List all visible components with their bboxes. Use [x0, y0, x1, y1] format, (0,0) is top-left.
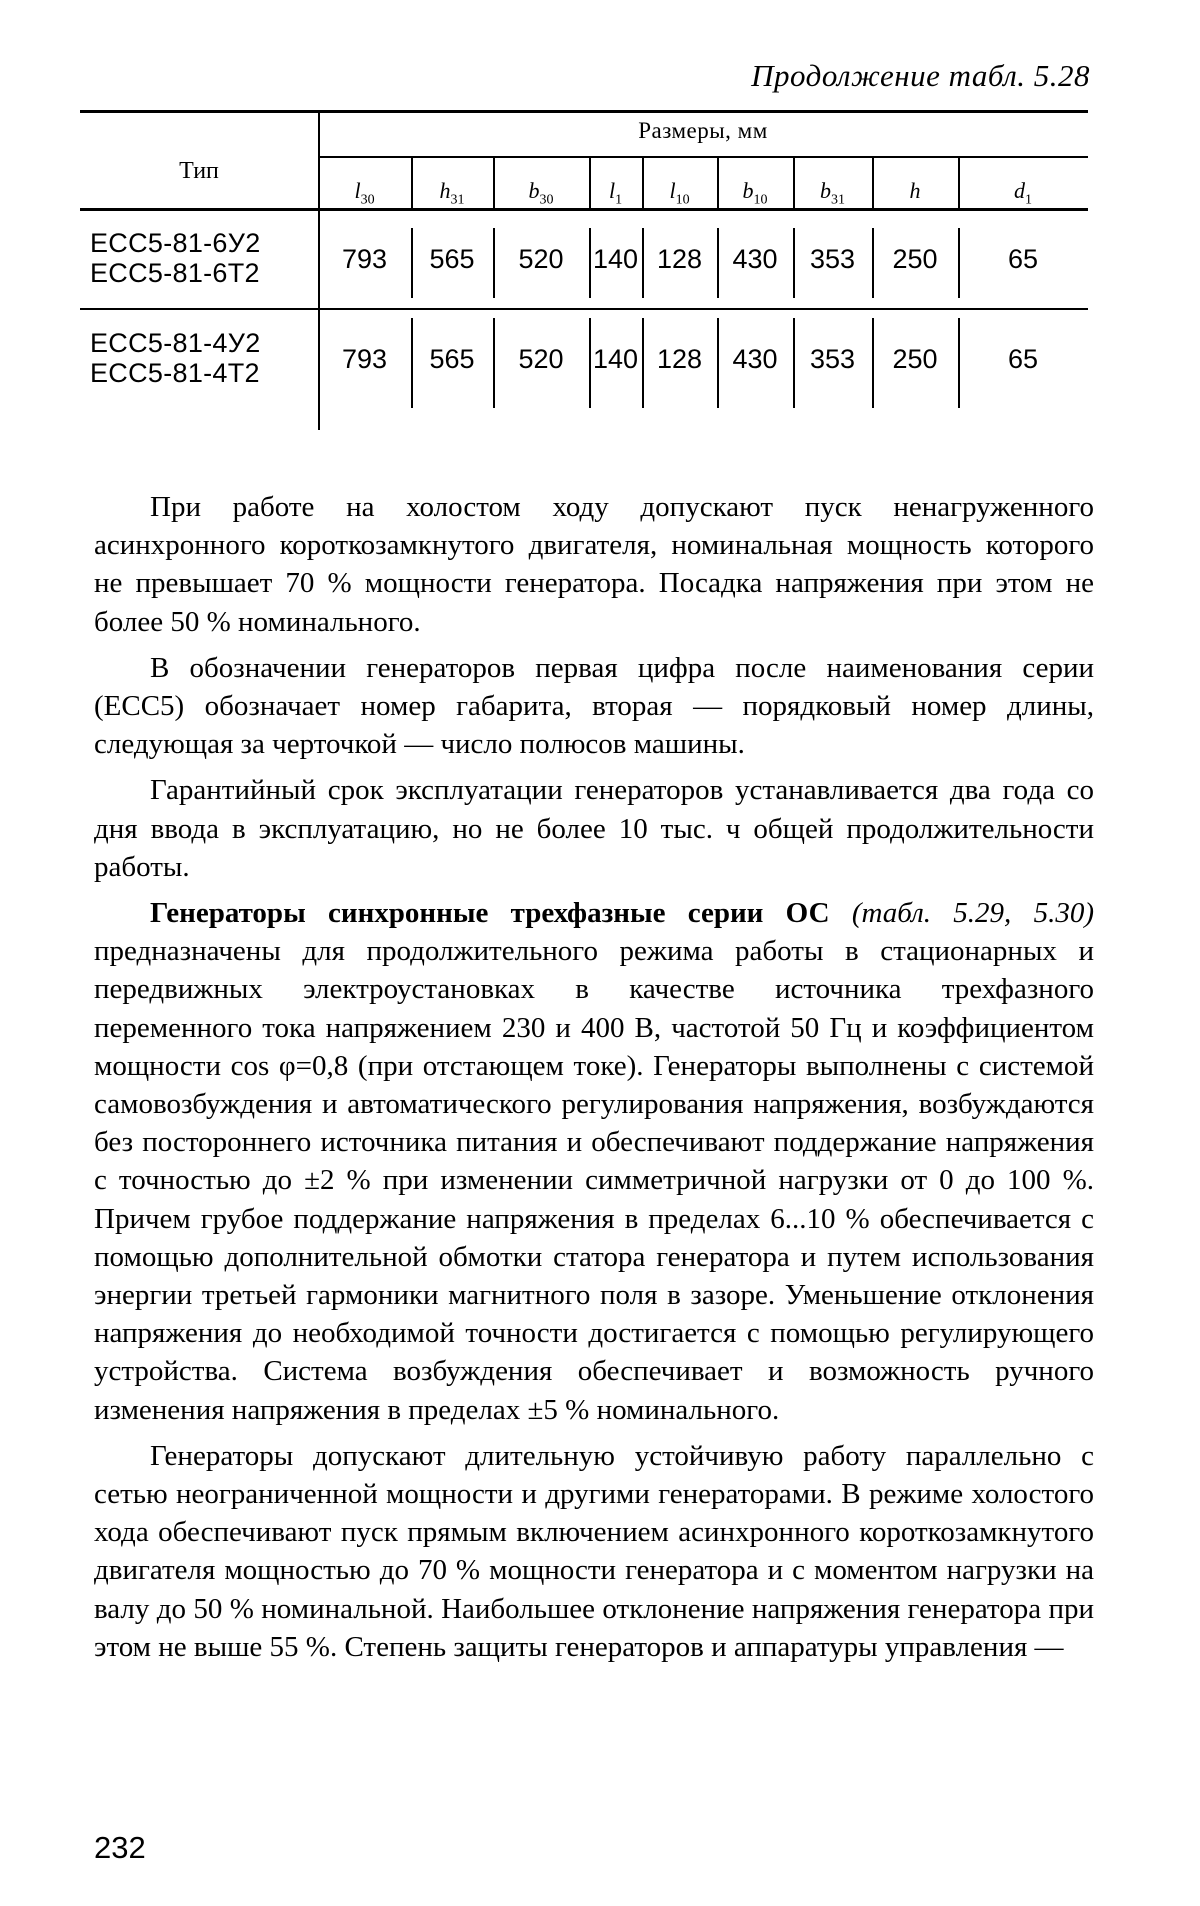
table-cell: 65 — [1007, 344, 1039, 374]
type-name: ЕСС5-81-6У2 — [90, 228, 261, 258]
table-cell: 140 — [592, 344, 639, 374]
table-row-type — [90, 228, 261, 288]
series-title: Генераторы синхронные трехфазные серии ОС — [150, 897, 830, 930]
paragraph — [94, 894, 1094, 1429]
page-number: 232 — [94, 1830, 146, 1865]
table-cell: 430 — [732, 244, 778, 274]
dims-header-rule — [318, 156, 1088, 158]
column-header: $b_{30}$ — [528, 178, 554, 208]
table-cell: 430 — [732, 344, 778, 374]
paragraph: При работе на холостом ходу допускают пуск ненагруженного асинхронного короткозамкнутого двигателя, номинальная мощность которого не превышает 70 % мощности генератора. Посадка напряжения при этом не более 50 % номинального. — [94, 491, 1094, 638]
table-cell: 128 — [656, 244, 703, 274]
column-header: $b_{31}$ — [820, 178, 845, 208]
header-bottom-rule — [80, 208, 1088, 211]
table-continuation-label: Продолжение табл. 5.28 — [751, 58, 1090, 93]
table-cell: 520 — [518, 244, 564, 274]
table-cell: 520 — [518, 344, 564, 374]
table-reference: (табл. 5.29, 5.30) — [851, 897, 1094, 930]
table-cell: 353 — [809, 244, 856, 274]
column-header: $d_1$ — [1014, 178, 1032, 208]
row-separator-rule — [80, 308, 1088, 310]
body-text — [94, 488, 1094, 1674]
dimensions-header: Размеры, мм — [638, 118, 768, 143]
paragraph-text: предназначены для продолжительного режима работы в стационарных и передвижных электроустановках в качестве источника трехфазного переменного тока напряжением 230 и 400 В, частотой 50 Гц и коэффициентом мощности cos φ=0,8 (при отстающем токе). Генераторы выполнены с системой самовозбуждения и автоматического регулирования напряжения, возбуждаются без постороннего источника питания и обеспечивают поддержание напряжения с точностью до ±2 % при изменении симметричной нагрузки от 0 до 100 %. Причем грубое поддержание напряжения в пределах 6...10 % обеспечивается с помощью дополнительной обмотки статора генератора и путем использования энергии третьей гармоники магнитного поля в зазоре. Уменьшение отклонения напряжения до необходимой точности достигается с помощью регулирующего устройства. Система возбуждения обеспечивает и возможность ручного изменения напряжения в пределах ±5 % номинального. — [94, 935, 1094, 1426]
table-cell: 65 — [1007, 244, 1039, 274]
type-name: ЕСС5-81-4У2 — [90, 328, 261, 358]
table-cell: 128 — [656, 344, 703, 374]
column-header: $l_{10}$ — [669, 178, 690, 208]
table-row-type — [90, 328, 261, 388]
table-cell: 793 — [341, 244, 388, 274]
paragraph: В обозначении генераторов первая цифра после наименования серии (ЕСС5) обозначает номер габарита, вторая — порядковый номер длины, следующая за черточкой — число полюсов машины. — [94, 651, 1094, 761]
table-cell: 250 — [892, 344, 938, 374]
column-header: h — [909, 178, 921, 203]
type-name: ЕСС5-81-4Т2 — [90, 358, 260, 388]
table-cell: 250 — [892, 244, 938, 274]
column-header: $b_{10}$ — [742, 178, 768, 208]
column-header: $l_{30}$ — [354, 178, 375, 208]
paragraph: Генераторы допускают длительную устойчивую работу параллельно с сетью неограниченной мощности и другими генераторами. В режиме холостого хода обеспечивают пуск прямым включением асинхронного короткозамкнутого двигателя мощностью до 70 % мощности генератора и с моментом нагрузки на валу до 50 % номинальной. Наибольшее отклонение напряжения генератора при этом не выше 55 %. Степень защиты генераторов и аппаратуры управления — — [94, 1439, 1094, 1663]
type-name: ЕСС5-81-6Т2 — [90, 258, 260, 288]
column-header: $l_1$ — [608, 178, 623, 208]
table-cell: 140 — [592, 244, 639, 274]
table-cell: 353 — [809, 344, 856, 374]
paragraph: Гарантийный срок эксплуатации генераторов устанавливается два года со дня ввода в эксплуатацию, но не более 10 тыс. ч общей продолжительности работы. — [94, 774, 1094, 883]
table-cell: 565 — [429, 244, 475, 274]
table-top-rule — [80, 110, 1088, 113]
table-cell: 565 — [429, 344, 475, 374]
column-header: $h_{31}$ — [439, 178, 465, 208]
type-column-header: Тип — [179, 158, 219, 184]
table-cell: 793 — [341, 344, 388, 374]
dimensions-table — [80, 110, 1088, 430]
